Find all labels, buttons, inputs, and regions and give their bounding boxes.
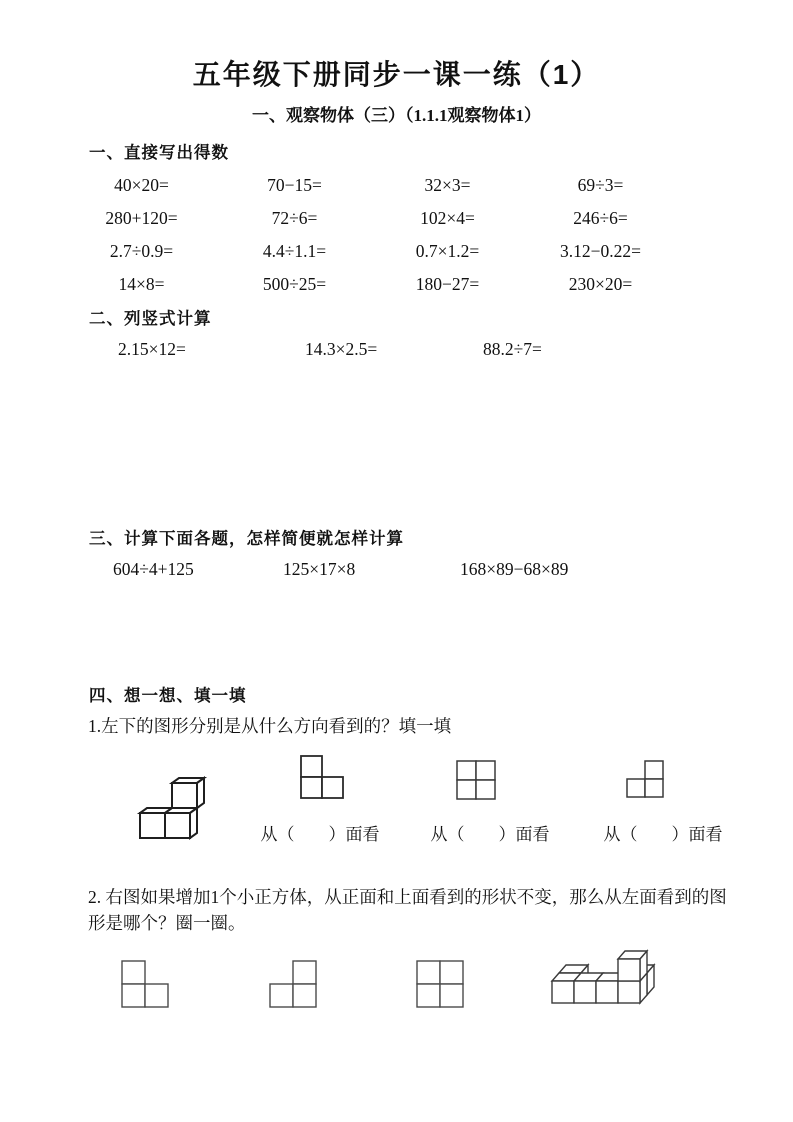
section-3-problem-row: [0, 556, 793, 582]
section-1-problem-grid: [65, 169, 677, 301]
question-2-figures: [0, 943, 793, 1048]
problem-cell: 0.7×1.2=: [415, 241, 480, 261]
problem-cell: 69÷3=: [577, 175, 624, 195]
problem-cell: 70−15=: [267, 175, 322, 195]
problem-cell: 2.7÷0.9=: [109, 241, 174, 261]
problem-cell: 14×8=: [118, 274, 165, 294]
problem-cell: 246÷6=: [573, 208, 628, 228]
option-shape-3: [415, 959, 465, 1009]
question-1-text: 1.左下的图形分别是从什么方向看到的？填一填: [88, 716, 452, 736]
problem-cell: 32×3=: [424, 175, 471, 195]
option-shape-2: [268, 959, 318, 1009]
section-1-heading: 一、直接写出得数: [89, 144, 229, 162]
problem-cell: 72÷6=: [271, 208, 318, 228]
section-3-heading: 三、计算下面各题，怎样简便就怎样计算: [89, 530, 404, 548]
problem-cell: 230×20=: [568, 274, 633, 294]
view-fill-label-3: 从（ ）面看: [603, 825, 723, 844]
cube-stack-3d-q2: [543, 943, 663, 1013]
view-shape-2: [455, 759, 497, 801]
section-2-heading: 二、列竖式计算: [89, 310, 212, 328]
problem-cell: 14.3×2.5=: [305, 339, 378, 359]
cube-stack-3d-q1: [113, 763, 211, 845]
problem-cell: 125×17×8: [283, 559, 356, 579]
problem-cell: 168×89−68×89: [460, 559, 569, 579]
problem-cell: 2.15×12=: [118, 339, 186, 359]
problem-cell: 500÷25=: [262, 274, 327, 294]
problem-cell: 4.4÷1.1=: [262, 241, 327, 261]
option-shape-1: [120, 959, 170, 1009]
view-shape-3: [625, 759, 665, 799]
page-subtitle: 一、观察物体（三）（1.1.1观察物体1）: [252, 106, 541, 125]
question-2-text: 2. 右图如果增加1个小正方体，从正面和上面看到的形状不变，那么从左面看到的图形是哪个？圈一圈。: [88, 887, 727, 933]
view-fill-label-1: 从（ ）面看: [260, 825, 380, 844]
question-1-figures: [0, 744, 793, 856]
section-2-problem-row: [0, 336, 793, 362]
view-fill-label-2: 从（ ）面看: [430, 825, 550, 844]
problem-cell: 180−27=: [415, 274, 480, 294]
problem-cell: 88.2÷7=: [483, 339, 542, 359]
view-shape-1: [299, 754, 345, 800]
section-4-heading: 四、想一想、填一填: [89, 687, 247, 705]
problem-cell: 102×4=: [420, 208, 475, 228]
problem-cell: 3.12−0.22=: [560, 241, 641, 261]
problem-cell: 40×20=: [114, 175, 169, 195]
problem-cell: 604÷4+125: [113, 559, 194, 579]
problem-cell: 280+120=: [105, 208, 178, 228]
page-title: 五年级下册同步一课一练（1）: [192, 59, 601, 90]
